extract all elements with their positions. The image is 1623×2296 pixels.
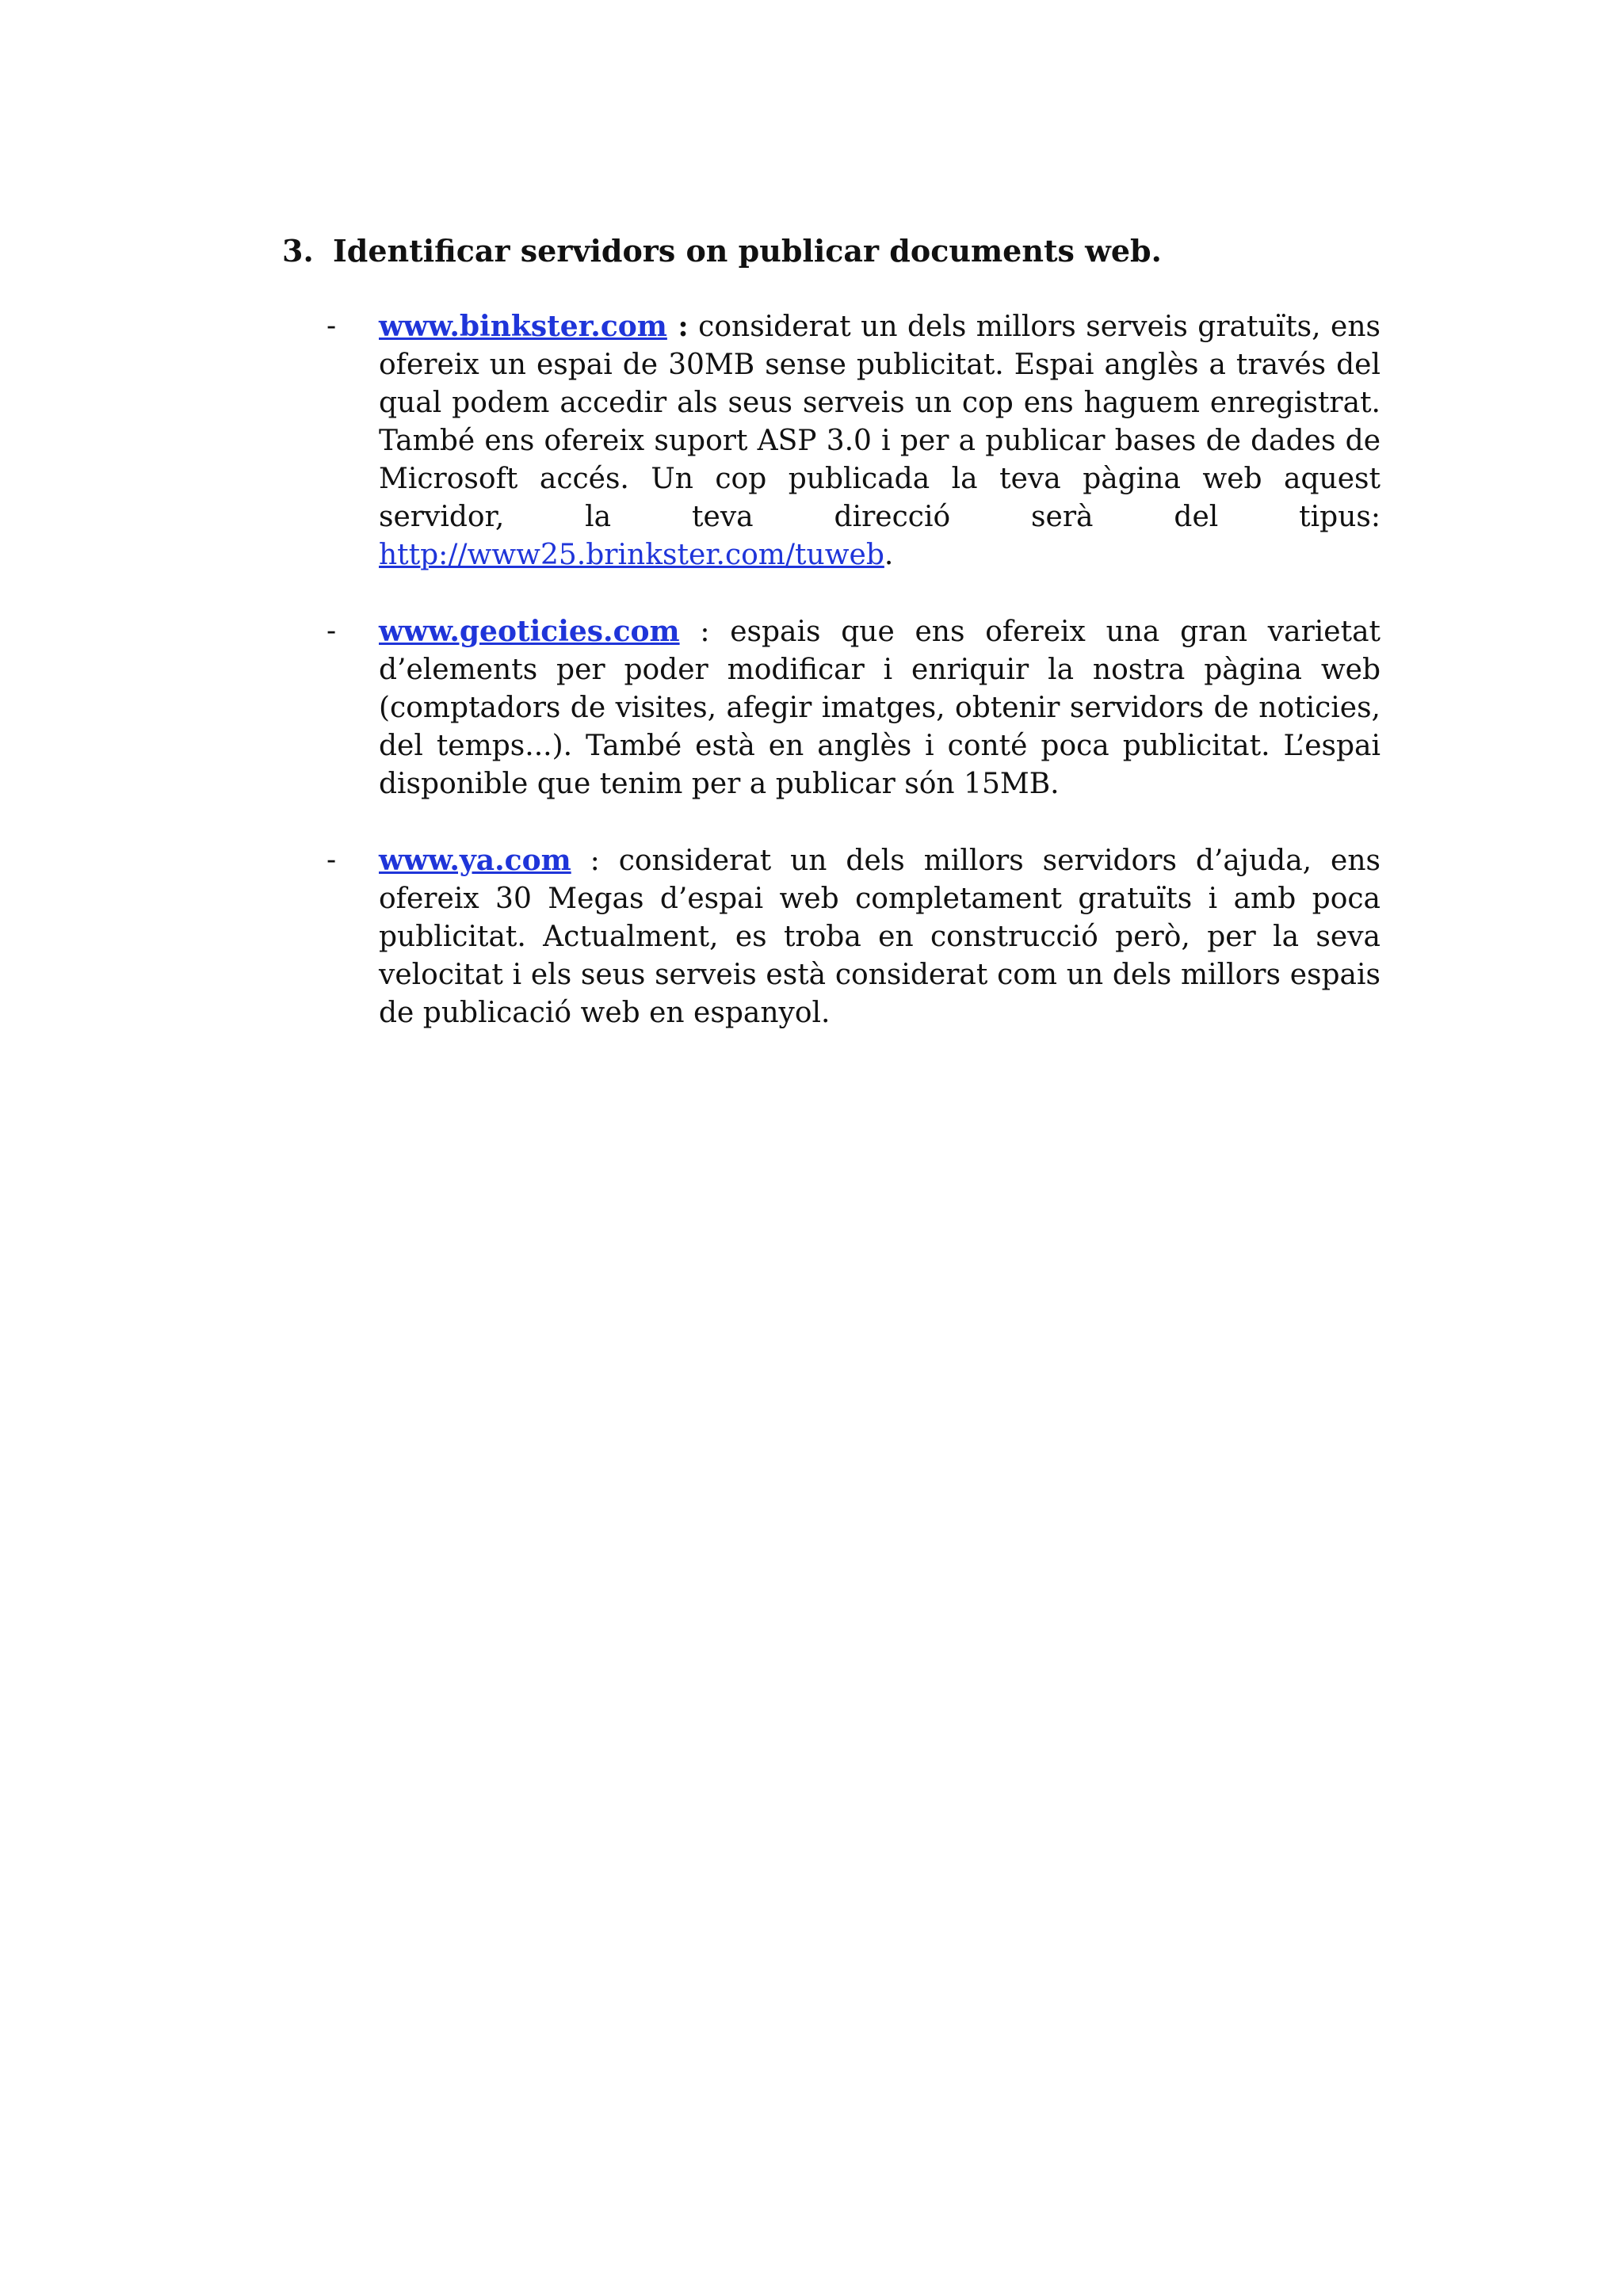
section-title: Identificar servidors on publicar documents web. [333, 233, 1162, 269]
binkster-separator: : [666, 310, 689, 343]
geoticies-description: : espais que ens ofereix una gran varietat d’elements per poder modificar i enriquir la nostra pàgina web (comptadors de visites, afegir imatges, obtenir servidors de noticies, del temps...). També està en anglès i conté poca publicitat. L’espai disponible que tenim per a publicar són 15MB. [379, 616, 1381, 800]
ya-description: : considerat un dels millors servidors d’ajuda, ens ofereix 30 Megas d’espai web completament gratuïts i amb poca publicitat. Actualment, es troba en construcció però, per la seva velocitat i els seus serveis està considerat com un dels millors espais de publicació web en espanyol. [379, 845, 1381, 1029]
list-marker: - [327, 615, 337, 647]
list-item-binkster [327, 307, 1381, 574]
list-item-ya [327, 841, 1381, 1032]
section-heading [282, 233, 1439, 269]
geoticies-link[interactable]: www.geoticies.com [379, 615, 680, 648]
list-item-geoticies [327, 612, 1381, 803]
binkster-description: considerat un dels millors serveis gratuïts, ens ofereix un espai de 30MB sense publicitat. Espai anglès a través del qual podem accedir als seus serveis un cop ens haguem enregistrat. També ens ofereix suport ASP 3.0 i per a publicar bases de dades de Microsoft accés. Un cop publicada la teva pàgina web aquest servidor, la teva direcció serà del tipus: [379, 311, 1381, 533]
list-marker: - [327, 310, 337, 342]
binkster-link[interactable]: www.binkster.com [379, 310, 667, 343]
brinkster-example-link[interactable]: http://www25.brinkster.com/tuweb [379, 539, 884, 571]
binkster-description-end: . [884, 539, 894, 571]
list-marker: - [327, 844, 337, 876]
ya-link[interactable]: www.ya.com [379, 844, 571, 877]
server-list [327, 307, 1381, 1070]
section-number: 3. [282, 233, 314, 269]
